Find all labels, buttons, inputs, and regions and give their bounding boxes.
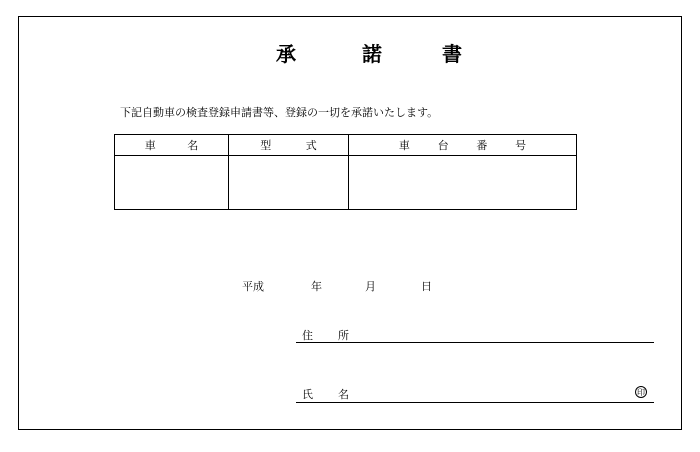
title-char-1: 承 xyxy=(276,42,296,66)
vehicle-table xyxy=(114,134,577,210)
header-model: 型 式 xyxy=(229,135,349,156)
chassis-number-cell[interactable] xyxy=(349,156,577,210)
consent-statement: 下記自動車の検査登録申請書等、登録の一切を承諾いたします。 xyxy=(120,106,439,119)
address-label-2: 所 xyxy=(338,329,349,342)
title-char-3: 書 xyxy=(442,42,462,66)
address-label-1: 住 xyxy=(302,329,313,342)
date-month: 月 xyxy=(365,280,376,293)
model-cell[interactable] xyxy=(229,156,349,210)
name-line xyxy=(296,402,654,403)
seal-mark-icon: 印 xyxy=(637,388,645,397)
date-year: 年 xyxy=(311,280,322,293)
address-line xyxy=(296,342,654,343)
name-label-1: 氏 xyxy=(302,388,313,401)
table-row xyxy=(115,156,577,210)
name-label-2: 名 xyxy=(338,388,349,401)
header-car-name: 車 名 xyxy=(115,135,229,156)
header-chassis-number: 車 台 番 号 xyxy=(349,135,577,156)
title-char-2: 諾 xyxy=(362,42,382,66)
car-name-cell[interactable] xyxy=(115,156,229,210)
document-border xyxy=(18,16,682,430)
date-day: 日 xyxy=(421,280,432,293)
date-era: 平成 xyxy=(242,280,264,293)
